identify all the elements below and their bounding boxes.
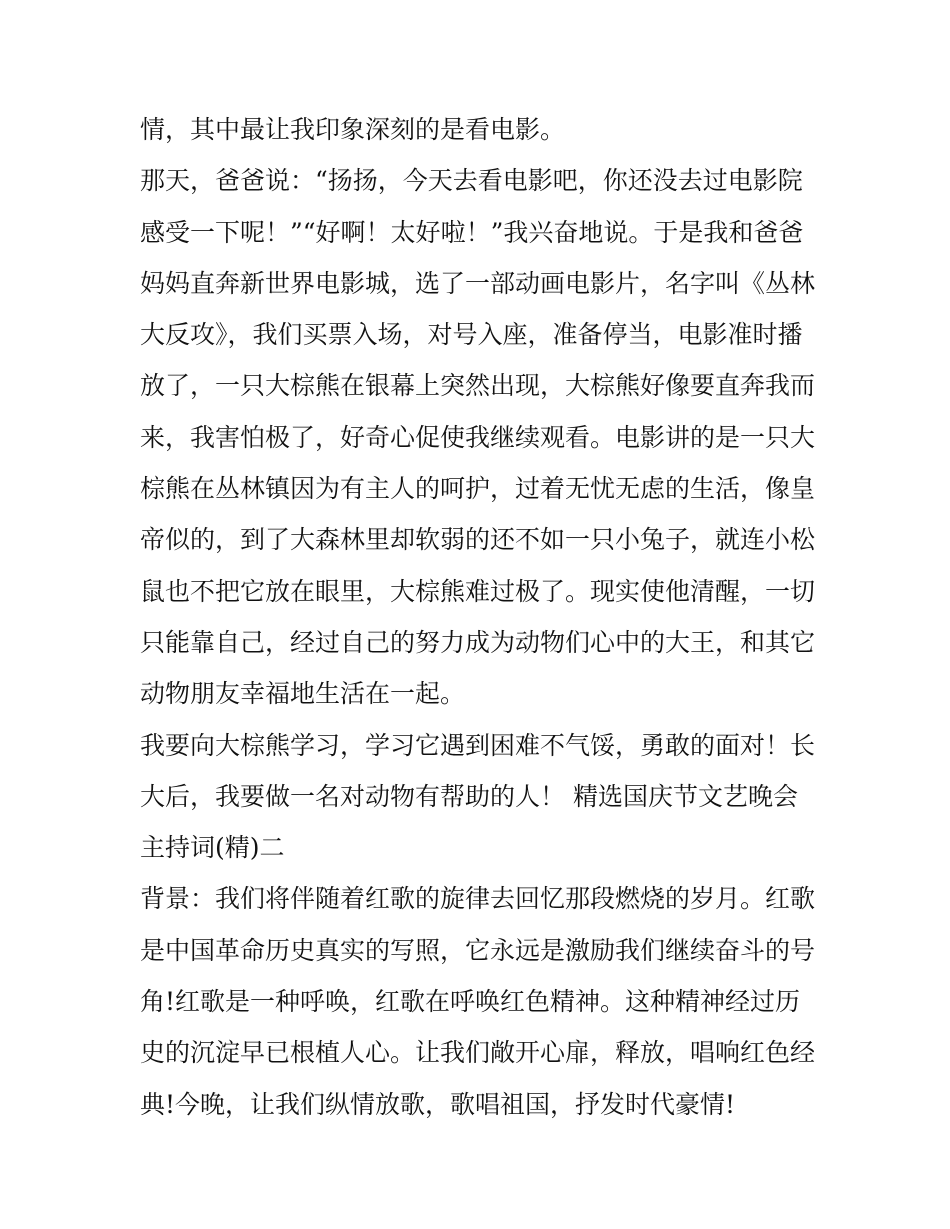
text-line: 只能靠自己，经过自己的努力成为动物们心中的大王，和其它 (140, 627, 816, 657)
text-line: 棕熊在丛林镇因为有主人的呵护，过着无忧无虑的生活，像皇 (140, 474, 816, 504)
text-line: 史的沉淀早已根植人心。让我们敞开心扉，释放，唱响红色经 (140, 1038, 816, 1068)
text-line: 放了，一只大棕熊在银幕上突然出现，大棕熊好像要直奔我而 (140, 371, 816, 401)
text-line: 典!今晚，让我们纵情放歌，歌唱祖国，抒发时代豪情! (140, 1089, 736, 1119)
text-line: 是中国革命历史真实的写照，它永远是激励我们继续奋斗的号 (140, 935, 816, 965)
text-line: 背景：我们将伴随着红歌的旋律去回忆那段燃烧的岁月。红歌 (140, 884, 816, 914)
text-line: 鼠也不把它放在眼里，大棕熊难过极了。现实使他清醒，一切 (140, 576, 816, 606)
text-line: 大后，我要做一名对动物有帮助的人！ 精选国庆节文艺晚会 (140, 781, 798, 811)
text-line: 帝似的，到了大森林里却软弱的还不如一只小兔子，就连小松 (140, 525, 816, 555)
text-line: 角!红歌是一种呼唤，红歌在呼唤红色精神。这种精神经过历 (140, 987, 801, 1017)
text-line: 来，我害怕极了，好奇心促使我继续观看。电影讲的是一只大 (140, 422, 816, 452)
document-body (140, 104, 820, 1130)
text-line: 妈妈直奔新世界电影城，选了一部动画电影片，名字叫《丛林 (140, 268, 816, 298)
text-line: 情，其中最让我印象深刻的是看电影。 (140, 115, 566, 144)
text-line: 我要向大棕熊学习，学习它遇到困难不气馁，勇敢的面对！长 (140, 730, 816, 760)
text-line: 主持词(精)二 (140, 833, 285, 863)
text-line: 动物朋友幸福地生活在一起。 (140, 679, 466, 709)
text-line: 那天，爸爸说：“扬扬，今天去看电影吧，你还没去过电影院 (140, 166, 803, 196)
text-line: 大反攻》，我们买票入场，对号入座，准备停当，电影准时播 (140, 320, 803, 350)
text-line: 感受一下呢！”“好啊！太好啦！”我兴奋地说。于是我和爸爸 (140, 217, 804, 247)
